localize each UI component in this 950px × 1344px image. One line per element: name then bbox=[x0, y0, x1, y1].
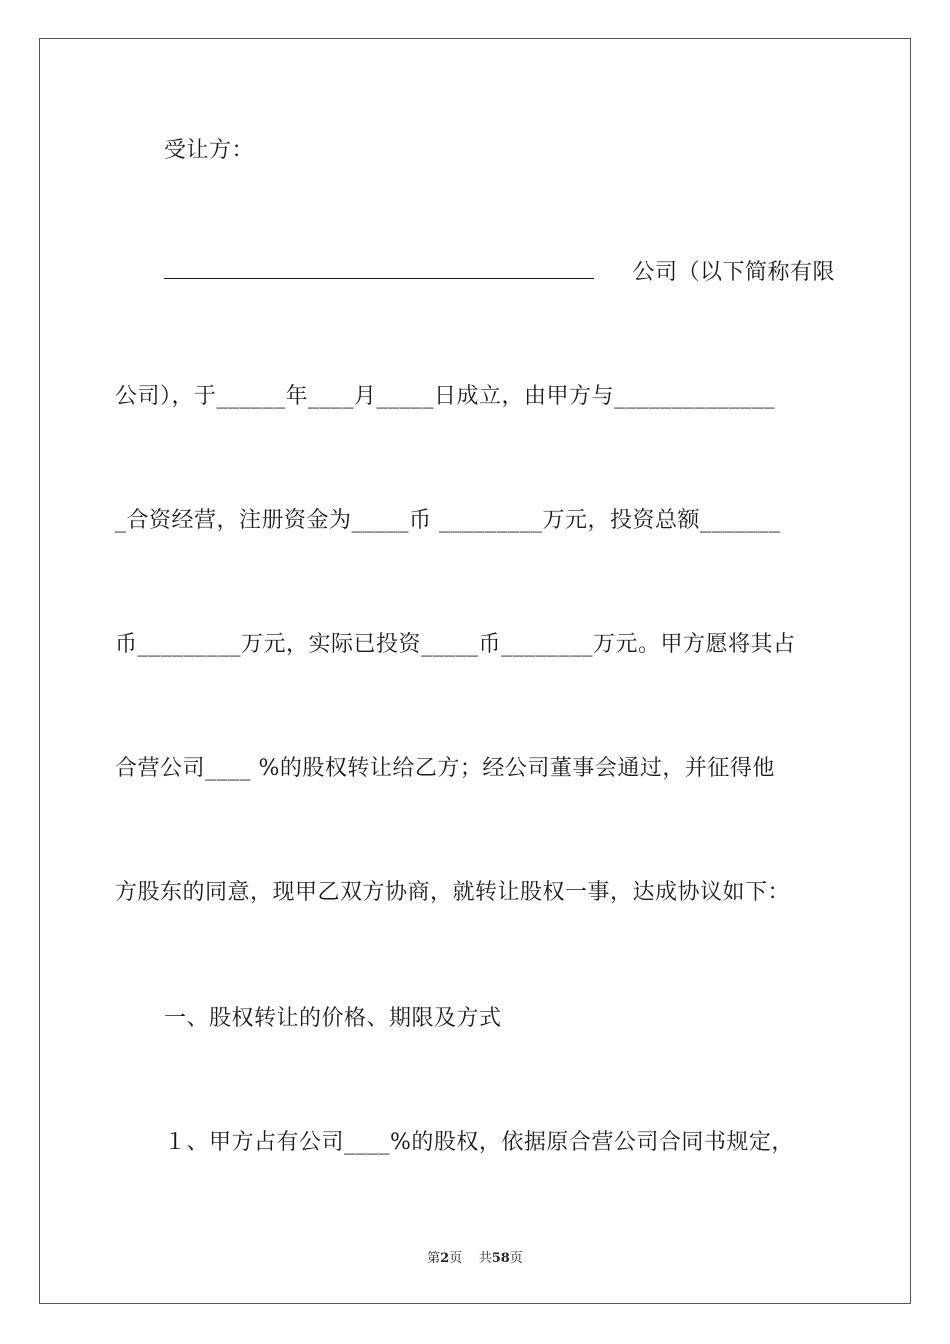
total-prefix: 共 bbox=[478, 1251, 492, 1266]
page-unit: 页 bbox=[449, 1251, 463, 1266]
paragraph-line-founding: 公司），于______年____月_____日成立，由甲方与______________ bbox=[115, 384, 776, 409]
paragraph-line-agreement: 方股东的同意，现甲乙双方协商，就转让股权一事，达成协议如下： bbox=[115, 880, 791, 905]
total-unit: 页 bbox=[509, 1251, 523, 1266]
paragraph-line-company bbox=[164, 258, 835, 288]
paragraph-line-equity: 合营公司____ %的股权转让给乙方；经公司董事会通过，并征得他 bbox=[115, 756, 775, 781]
paragraph-line-investment: 币_________万元，实际已投资_____币________万元。甲方愿将其占 bbox=[115, 632, 796, 657]
page-footer bbox=[0, 1247, 950, 1266]
page-border bbox=[39, 38, 911, 1304]
paragraph-line-capital: _合资经营，注册资金为_____币 _________万元，投资总额_______ bbox=[115, 508, 781, 533]
company-name-blank bbox=[164, 258, 594, 279]
page-total: 58 bbox=[491, 1251, 510, 1266]
transferee-label: 受让方： bbox=[164, 138, 255, 163]
company-abbrev-text: 公司（以下简称有限 bbox=[632, 260, 835, 285]
page-prefix: 第 bbox=[427, 1251, 441, 1266]
clause-1: １、甲方占有公司____%的股权，依据原合营公司合同书规定， bbox=[164, 1130, 794, 1155]
page-current: 2 bbox=[440, 1251, 450, 1266]
section-heading-1: 一、股权转让的价格、期限及方式 bbox=[164, 1006, 502, 1031]
